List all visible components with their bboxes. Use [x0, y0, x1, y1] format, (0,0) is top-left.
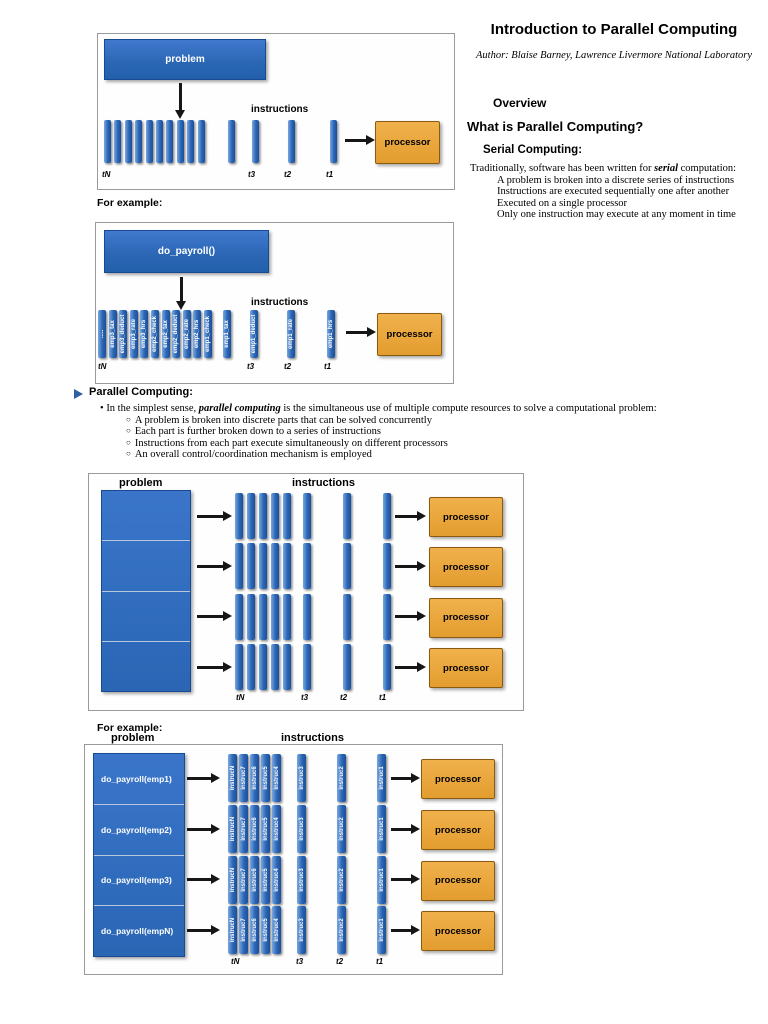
- parallel-point: ○ Each part is further broken down to a series of instructions: [126, 426, 740, 438]
- bar-label: emp2_deduct: [173, 314, 180, 354]
- instruction-bar: [330, 120, 337, 163]
- bar-label: instruc5: [262, 817, 269, 841]
- overview-heading: Overview: [493, 96, 547, 110]
- time-label: t1: [376, 957, 384, 966]
- bar-label: emp2_check: [152, 315, 158, 353]
- serial-computing-paragraph: [470, 163, 768, 221]
- instructions-label: instructions: [292, 477, 355, 489]
- problem-label: problem: [111, 732, 155, 744]
- arrow-right-icon: [187, 777, 211, 780]
- arrow-right-icon: [197, 515, 223, 518]
- bar-label: instruc3: [298, 867, 305, 892]
- bar-label: instrucN: [229, 765, 236, 791]
- bar-label: emp2_hrs: [194, 319, 201, 349]
- instruction-bar: [261, 805, 270, 853]
- instruction-bar: [383, 543, 391, 589]
- instruction-bar: [146, 120, 153, 163]
- time-label: t1: [324, 362, 332, 371]
- instruction-bar: [261, 856, 270, 904]
- bar-label: emp2_rate: [183, 318, 190, 350]
- processor-label: processor: [443, 662, 489, 674]
- instruction-bar: [125, 120, 132, 163]
- instruction-bar: [377, 805, 386, 853]
- instruction-bar: [228, 856, 237, 904]
- instruction-bar: [140, 310, 148, 358]
- processor-label: processor: [435, 773, 481, 785]
- instruction-bar: [272, 754, 281, 802]
- instruction-bar: [239, 906, 248, 954]
- instruction-bar: [239, 805, 248, 853]
- instruction-bar: [247, 493, 255, 539]
- problem-section: [102, 491, 190, 541]
- instruction-bar: [271, 594, 279, 640]
- instruction-bar: [261, 754, 270, 802]
- bar-label: emp3_rate: [130, 318, 137, 350]
- instruction-bar: [109, 310, 117, 358]
- bar-label: instruc4: [273, 867, 280, 892]
- parallel-point: ○ A problem is broken into discrete parts that can be solved concurrently: [126, 415, 740, 427]
- time-label: t2: [340, 693, 348, 702]
- instruction-bar: [162, 310, 170, 358]
- problem-section: [94, 754, 184, 805]
- for-example-label: For example:: [97, 722, 163, 734]
- instruction-bar: [228, 906, 237, 954]
- bar-label: emp2_tax: [162, 320, 169, 348]
- time-label: tN: [102, 170, 111, 179]
- bar-label: emp1_deduct: [251, 314, 257, 354]
- instruction-bar: [130, 310, 138, 358]
- parallel-point: ○ An overall control/coordination mechanism is employed: [126, 449, 740, 461]
- bar-label: instruc5: [262, 867, 269, 892]
- instruction-bar: [166, 120, 173, 163]
- time-label: tN: [98, 362, 107, 371]
- arrow-right-icon: [391, 777, 411, 780]
- processor-label: processor: [435, 824, 481, 836]
- serial-computing-heading: Serial Computing:: [483, 144, 583, 156]
- instruction-bar: [377, 906, 386, 954]
- instruction-bar: [259, 594, 267, 640]
- bar-label: instruc7: [240, 817, 247, 841]
- page-title: Introduction to Parallel Computing: [490, 21, 738, 38]
- arrow-right-icon: [187, 878, 211, 881]
- bar-label: instruc3: [298, 766, 305, 790]
- processor-label: processor: [384, 137, 431, 148]
- bar-label: instrucN: [229, 917, 236, 943]
- bar-label: instruc2: [338, 867, 345, 892]
- arrow-right-icon: [395, 565, 417, 568]
- bar-label: instruc2: [338, 817, 345, 841]
- arrow-right-icon: [346, 331, 367, 334]
- instructions-label: instructions: [251, 104, 309, 115]
- bar-label: instruc6: [251, 918, 258, 942]
- arrow-right-icon: [187, 929, 211, 932]
- processor-box: [429, 598, 503, 638]
- instruction-bar: [156, 120, 163, 163]
- instruction-bar: [297, 856, 306, 904]
- instruction-bar: [250, 906, 259, 954]
- instruction-bar: [337, 805, 346, 853]
- instruction-bar: [377, 754, 386, 802]
- arrow-right-icon: [197, 666, 223, 669]
- parallel-computing-heading: Parallel Computing:: [89, 386, 193, 398]
- instruction-bar: [272, 805, 281, 853]
- do-payroll-label: do_payroll(): [157, 246, 216, 257]
- instruction-bar: [235, 594, 243, 640]
- instruction-bar: [287, 310, 295, 358]
- instruction-bar: [247, 543, 255, 589]
- serial-point: A problem is broken into a discrete series of instructions: [497, 174, 735, 186]
- arrow-right-icon: [187, 828, 211, 831]
- instruction-bar: [250, 310, 258, 358]
- problem-box: [101, 490, 191, 692]
- problem-section: [102, 592, 190, 642]
- instruction-bar: [297, 805, 306, 853]
- instruction-bar: [288, 120, 295, 163]
- bullet-triangle-icon: [74, 389, 83, 399]
- bar-label: instruc6: [251, 766, 258, 790]
- arrow-right-icon: [395, 515, 417, 518]
- instruction-bar: [204, 310, 212, 358]
- bar-label: emp1_hrs: [328, 319, 334, 349]
- instruction-bar: [114, 120, 121, 163]
- instruction-bar: [228, 805, 237, 853]
- instruction-bar: [283, 594, 291, 640]
- problem-section: [94, 856, 184, 907]
- arrow-down-icon: [180, 277, 183, 301]
- problem-section-label: do_payroll(emp3): [101, 875, 172, 886]
- instruction-bar: [247, 594, 255, 640]
- instruction-bar: [343, 644, 351, 690]
- bar-label: emp1_tax: [224, 320, 230, 348]
- instruction-bar: [228, 754, 237, 802]
- bar-label: emp3_tax: [109, 320, 116, 348]
- instruction-bar: [250, 805, 259, 853]
- problem-label: problem: [119, 477, 163, 489]
- bar-label: instruc3: [298, 918, 305, 942]
- parallel-intro-line: • In the simplest sense, parallel computing is the simultaneous use of multiple compute resources to solve a computational problem:: [100, 403, 740, 415]
- instruction-bar: [198, 120, 205, 163]
- instruction-bar: [250, 856, 259, 904]
- instruction-bar: [259, 644, 267, 690]
- instruction-bar: [235, 644, 243, 690]
- processor-box: [421, 759, 495, 799]
- bar-label: instruc7: [240, 918, 247, 942]
- bar-label: instruc4: [273, 766, 280, 790]
- instruction-bar: [235, 543, 243, 589]
- serial-payroll-diagram: [95, 222, 454, 384]
- problem-section-label: do_payroll(emp2): [101, 824, 172, 835]
- bar-label: instruc5: [262, 766, 269, 790]
- time-label: t2: [336, 957, 344, 966]
- parallel-point: ○ Instructions from each part execute simultaneously on different processors: [126, 438, 740, 450]
- problem-box: [104, 230, 269, 273]
- serial-point: Executed on a single processor: [497, 197, 628, 209]
- processor-box: [429, 648, 503, 688]
- arrow-right-icon: [197, 615, 223, 618]
- bar-label: instruc1: [378, 817, 385, 841]
- arrow-right-icon: [391, 828, 411, 831]
- parallel-payroll-diagram: [84, 732, 503, 975]
- bar-label: emp1_rate: [288, 318, 294, 350]
- instruction-bar: [343, 543, 351, 589]
- time-label: tN: [231, 957, 240, 966]
- author-line: Author: Blaise Barney, Lawrence Livermore National Laboratory: [476, 50, 752, 61]
- instruction-bar: [235, 493, 243, 539]
- serial-generic-diagram: [97, 33, 455, 190]
- instruction-bar: [187, 120, 194, 163]
- instruction-bar: [183, 310, 191, 358]
- time-label: t1: [326, 170, 334, 179]
- instruction-bar: [239, 754, 248, 802]
- time-label: t3: [247, 362, 255, 371]
- parallel-computing-paragraph: [100, 403, 740, 461]
- processor-label: processor: [443, 561, 489, 573]
- time-label: t3: [301, 693, 309, 702]
- instruction-bar: [261, 906, 270, 954]
- processor-box: [421, 861, 495, 901]
- instruction-bar: [383, 493, 391, 539]
- serial-point: Instructions are executed sequentially one after another: [497, 186, 730, 197]
- instruction-bar: [303, 543, 311, 589]
- instruction-bar: [337, 906, 346, 954]
- instruction-bar: [337, 856, 346, 904]
- instruction-bar: [239, 856, 248, 904]
- bar-label: instrucN: [229, 867, 236, 892]
- bar-label: instruc1: [378, 918, 385, 942]
- arrow-right-icon: [395, 615, 417, 618]
- instruction-bar: [303, 493, 311, 539]
- bar-label: instruc3: [298, 817, 305, 841]
- problem-section: [94, 906, 184, 956]
- bar-label: instruc7: [240, 867, 247, 892]
- arrow-down-icon: [179, 83, 182, 110]
- instruction-bar: [119, 310, 127, 358]
- instruction-bar: [228, 120, 235, 163]
- bar-label: instruc6: [251, 867, 258, 892]
- instruction-bar: [297, 754, 306, 802]
- instruction-bar: [271, 493, 279, 539]
- instruction-bar: [272, 906, 281, 954]
- instruction-bar: [259, 543, 267, 589]
- processor-box: [429, 497, 503, 537]
- instruction-bar: [383, 594, 391, 640]
- parallel-generic-diagram: [88, 473, 524, 711]
- bar-label: instruc2: [338, 918, 345, 942]
- instruction-bar: [259, 493, 267, 539]
- problem-section: [94, 805, 184, 856]
- instruction-bar: [250, 754, 259, 802]
- processor-label: processor: [443, 612, 489, 623]
- instruction-bar: [283, 493, 291, 539]
- processor-box: [421, 810, 495, 850]
- problem-box: [104, 39, 266, 80]
- instructions-label: instructions: [251, 297, 309, 308]
- instruction-bar: [343, 594, 351, 640]
- problem-section-label: do_payroll(empN): [101, 926, 174, 937]
- instruction-bar: [271, 644, 279, 690]
- instruction-bar: [223, 310, 231, 358]
- bar-label: instruc1: [378, 867, 385, 892]
- bar-label: instruc4: [273, 918, 280, 942]
- instructions-label: instructions: [281, 732, 344, 744]
- arrow-right-icon: [395, 666, 417, 669]
- instruction-bar: [377, 856, 386, 904]
- instruction-bar: [303, 644, 311, 690]
- problem-section: [102, 642, 190, 691]
- serial-point: Only one instruction may execute at any moment in time: [497, 209, 736, 220]
- arrow-right-icon: [197, 565, 223, 568]
- time-label: t2: [284, 362, 292, 371]
- instruction-bar: [303, 594, 311, 640]
- bar-label: emp3_hrs: [141, 319, 148, 349]
- instruction-bar: [247, 644, 255, 690]
- instruction-bar: [343, 493, 351, 539]
- instruction-bar: [177, 120, 184, 163]
- instruction-bar: [104, 120, 111, 163]
- arrow-right-icon: [391, 878, 411, 881]
- time-label: t3: [248, 170, 256, 179]
- serial-intro-line: Traditionally, software has been written for serial computation:: [470, 163, 737, 174]
- instruction-bar: [252, 120, 259, 163]
- time-label: tN: [236, 693, 245, 702]
- for-example-label: For example:: [97, 197, 163, 209]
- processor-box: [375, 121, 440, 164]
- bar-label: instruc7: [240, 766, 247, 790]
- arrow-right-icon: [345, 139, 366, 142]
- bar-label: .....: [99, 329, 105, 339]
- instruction-bar: [327, 310, 335, 358]
- time-label: t2: [284, 170, 292, 179]
- bar-label: instruc4: [273, 817, 280, 841]
- instruction-bar: [337, 754, 346, 802]
- instruction-bar: [135, 120, 142, 163]
- processor-label: processor: [435, 925, 481, 937]
- processor-label: processor: [386, 329, 433, 340]
- processor-label: processor: [435, 875, 481, 886]
- instruction-bar: [283, 543, 291, 589]
- bar-label: instruc6: [251, 817, 258, 841]
- what-heading: What is Parallel Computing?: [467, 119, 644, 134]
- bar-label: instruc1: [378, 766, 385, 790]
- problem-label: problem: [165, 54, 205, 65]
- instruction-bar: [98, 310, 106, 358]
- bar-label: emp3_deduct: [120, 314, 127, 354]
- instruction-bar: [151, 310, 159, 358]
- arrow-right-icon: [391, 929, 411, 932]
- instruction-bar: [297, 906, 306, 954]
- bar-label: emp1_check: [205, 315, 211, 353]
- time-label: t1: [379, 693, 387, 702]
- problem-box: [93, 753, 185, 957]
- bar-label: instruc2: [338, 766, 345, 790]
- problem-section-label: do_payroll(emp1): [101, 773, 172, 784]
- bar-label: instruc5: [262, 918, 269, 942]
- instruction-bar: [383, 644, 391, 690]
- processor-box: [429, 547, 503, 587]
- time-label: t3: [296, 957, 304, 966]
- instruction-bar: [271, 543, 279, 589]
- processor-box: [421, 911, 495, 951]
- bar-label: instrucN: [229, 816, 236, 842]
- instruction-bar: [283, 644, 291, 690]
- processor-box: [377, 313, 442, 356]
- instruction-bar: [172, 310, 180, 358]
- instruction-bar: [272, 856, 281, 904]
- instruction-bar: [193, 310, 201, 358]
- problem-section: [102, 541, 190, 591]
- processor-label: processor: [443, 511, 489, 523]
